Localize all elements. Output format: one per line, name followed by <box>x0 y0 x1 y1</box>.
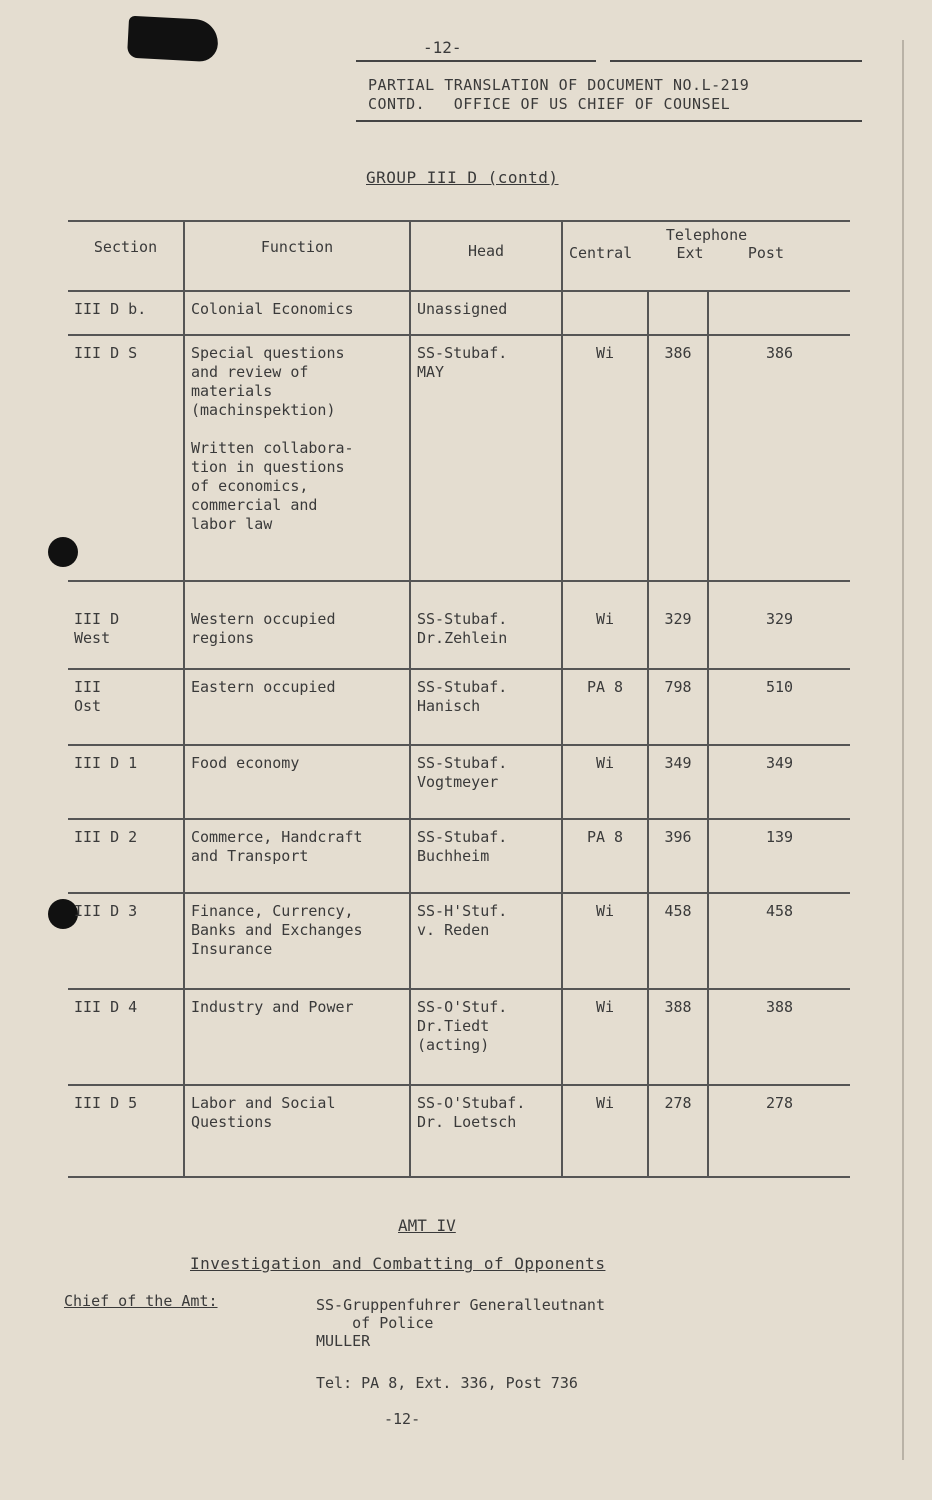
chief-value: SS-Gruppenfuhrer Generalleutnant of Police MULLER <box>316 1296 605 1350</box>
col-section: Section <box>93 238 158 256</box>
cell-post: 278 <box>708 1085 850 1177</box>
header-rule <box>610 60 862 62</box>
col-central: Central <box>569 244 633 262</box>
page-number-bottom: -12- <box>384 1410 421 1428</box>
cell-section: III D 2 <box>74 828 138 846</box>
telephone-line: Tel: PA 8, Ext. 336, Post 736 <box>316 1374 578 1392</box>
group-title: GROUP III D (contd) <box>366 168 559 187</box>
col-telephone <box>562 221 850 291</box>
cell-ext: 278 <box>648 1085 708 1177</box>
cell-ext: 798 <box>648 669 708 745</box>
cell-central: Wi <box>562 989 648 1085</box>
cell-function: Colonial Economics <box>184 291 410 335</box>
cell-central: Wi <box>562 893 648 989</box>
cell-section: III D b. <box>74 300 147 318</box>
cell-post: 386 <box>708 335 850 581</box>
cell-head: SS-Stubaf. Dr.Zehlein <box>410 581 562 669</box>
header-line-2: CONTD. OFFICE OF US CHIEF OF COUNSEL <box>368 95 731 113</box>
table-header-row <box>68 221 850 291</box>
cell-post: 458 <box>708 893 850 989</box>
cell-function: Eastern occupied <box>184 669 410 745</box>
document-header <box>368 76 749 114</box>
header-rule <box>356 60 596 62</box>
cell-section: III D 5 <box>74 1094 138 1112</box>
cell-head: SS-Stubaf. MAY <box>410 335 562 581</box>
table-row <box>68 1085 850 1177</box>
chief-label: Chief of the Amt: <box>64 1292 218 1310</box>
cell-section: III Ost <box>74 678 102 715</box>
cell-section: III D 1 <box>74 754 138 772</box>
cell-ext: 396 <box>648 819 708 893</box>
cell-section: III D 3 <box>74 902 138 920</box>
cell-ext: 388 <box>648 989 708 1085</box>
page-number-top: -12- <box>423 38 462 57</box>
cell-central: PA 8 <box>562 669 648 745</box>
cell-central: Wi <box>562 335 648 581</box>
cell-head: SS-Stubaf. Vogtmeyer <box>410 745 562 819</box>
cell-function: Industry and Power <box>184 989 410 1085</box>
cell-section: III D S <box>74 344 138 362</box>
cell-section: III D 4 <box>74 998 138 1016</box>
table-row <box>68 893 850 989</box>
table-row <box>68 669 850 745</box>
table-row <box>68 291 850 335</box>
table-row <box>68 581 850 669</box>
cell-ext: 386 <box>648 335 708 581</box>
cell-central <box>562 291 648 335</box>
cell-function: Western occupied regions <box>184 581 410 669</box>
telephone-label: Telephone <box>665 226 748 244</box>
cell-function: Labor and Social Questions <box>184 1085 410 1177</box>
col-post: Post <box>747 244 784 262</box>
cell-ext: 458 <box>648 893 708 989</box>
organization-table <box>68 220 850 1178</box>
cell-ext: 329 <box>648 581 708 669</box>
cell-central: PA 8 <box>562 819 648 893</box>
cell-post: 329 <box>708 581 850 669</box>
cell-ext: 349 <box>648 745 708 819</box>
cell-head: SS-Stubaf. Hanisch <box>410 669 562 745</box>
cell-central: Wi <box>562 745 648 819</box>
cell-post: 510 <box>708 669 850 745</box>
cell-function: Special questions and review of materials (machinspektion) Written collabora- tion in questions of economics, commercial and labor law <box>184 335 410 581</box>
table-row <box>68 745 850 819</box>
cell-function: Food economy <box>184 745 410 819</box>
cell-function: Commerce, Handcraft and Transport <box>184 819 410 893</box>
cell-head: SS-H'Stuf. v. Reden <box>410 893 562 989</box>
ink-blot <box>127 16 219 63</box>
table-row <box>68 819 850 893</box>
cell-head: SS-O'Stubaf. Dr. Loetsch <box>410 1085 562 1177</box>
cell-central: Wi <box>562 581 648 669</box>
cell-post: 388 <box>708 989 850 1085</box>
col-function: Function <box>184 221 410 291</box>
page-edge <box>902 40 904 1460</box>
cell-central: Wi <box>562 1085 648 1177</box>
header-line-1: PARTIAL TRANSLATION OF DOCUMENT NO.L-219 <box>368 76 750 94</box>
col-head: Head <box>410 221 562 291</box>
col-ext: Ext <box>676 244 704 262</box>
amt-subtitle: Investigation and Combatting of Opponents <box>190 1254 606 1273</box>
table-row <box>68 989 850 1085</box>
telephone-subheaders <box>569 244 844 262</box>
cell-post <box>708 291 850 335</box>
table-row <box>68 335 850 581</box>
amt-title: AMT IV <box>398 1216 456 1235</box>
cell-head: SS-O'Stuf. Dr.Tiedt (acting) <box>410 989 562 1085</box>
header-rule <box>356 120 862 122</box>
cell-head: Unassigned <box>410 291 562 335</box>
cell-head: SS-Stubaf. Buchheim <box>410 819 562 893</box>
cell-section: III D West <box>74 610 120 647</box>
cell-function: Finance, Currency, Banks and Exchanges Insurance <box>184 893 410 989</box>
cell-post: 139 <box>708 819 850 893</box>
cell-ext <box>648 291 708 335</box>
cell-post: 349 <box>708 745 850 819</box>
